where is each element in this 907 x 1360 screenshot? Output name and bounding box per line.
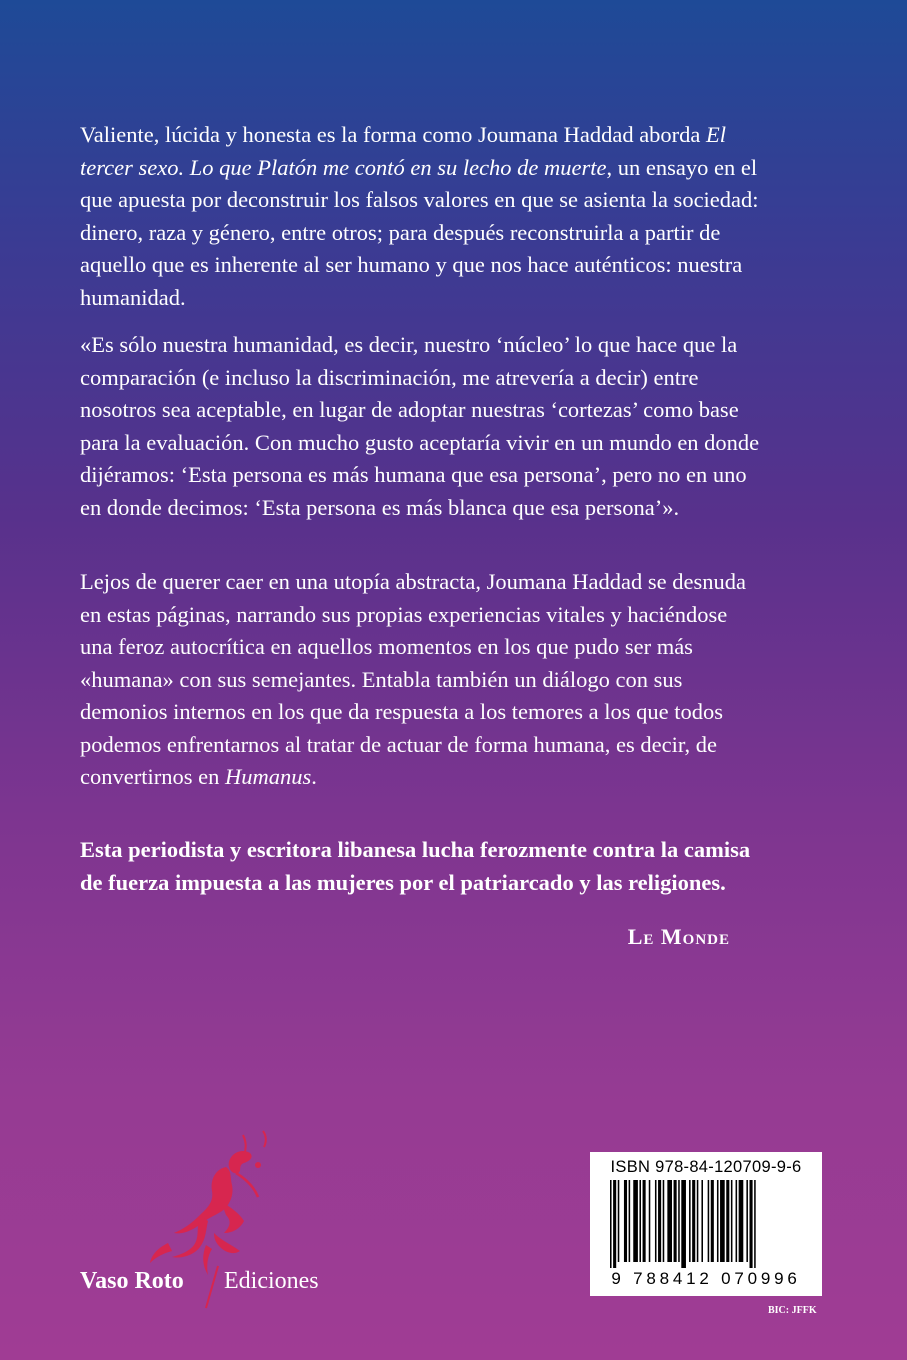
barcode-bar [731,1180,733,1262]
barcode-bar [692,1180,695,1262]
paragraph-1-text [80,119,760,314]
barcode-bar [739,1180,744,1262]
barcode-bar [726,1180,729,1262]
barcode-bar [689,1180,691,1262]
barcode-bar [667,1180,672,1262]
paragraph-3-lead: Lejos de querer caer en una utopía abstracta, Joumana Haddad se desnuda en estas páginas, narrando sus propias experiencias vitales y haciéndose una feroz autocrítica en aquellos momentos en los que pudo ser más «humana» con sus semejantes. Entabla también un diálogo con sus demonios internos en los que da respuesta a los temores a los que todos podemos enfrentarnos al tratar de actuar de forma humana, es decir, de convertirnos en [80,569,746,789]
barcode-bar [678,1180,680,1262]
barcode-bar [750,1180,753,1268]
barcode-bar [720,1180,725,1262]
barcode-bar [754,1180,756,1268]
description-paragraph-2 [80,329,760,524]
barcode-bar [633,1180,638,1262]
barcode-bar [701,1180,703,1262]
description-paragraph-1 [80,119,760,314]
barcode-bar [655,1180,657,1262]
paragraph-1-lead: Valiente, lúcida y honesta es la forma como Joumana Haddad aborda [80,122,707,147]
quote-attribution: Le Monde [627,924,730,949]
barcode-bar [708,1180,710,1262]
flying-figure-logo [140,1125,285,1280]
barcode-box [590,1152,822,1296]
barcode-bar [697,1180,699,1262]
barcode-bar [613,1180,616,1268]
paragraph-3-text [80,566,760,794]
barcode-bar [717,1180,719,1262]
barcode-bar [681,1180,686,1268]
barcode-bar [658,1180,661,1262]
press-quote [80,834,760,899]
barcode-bar [663,1180,665,1262]
barcode-bar [643,1180,646,1262]
barcode-bar [649,1180,651,1262]
publisher-slash-mark [198,1262,226,1312]
barcode-bar [618,1180,620,1262]
barcode-bar [629,1180,631,1262]
barcode-bar [746,1180,748,1262]
press-quote-text: Esta periodista y escritora libanesa lucha ferozmente contra la camisa de fuerza impuesta a las mujeres por el patriarcado y las religiones. [80,837,751,895]
book-title: El tercer sexo. Lo que Platón me contó en su lecho de muerte [80,122,727,180]
paragraph-3-italic: Humanus [224,764,312,789]
barcode-bar [736,1180,738,1262]
barcode-icon [590,1180,822,1268]
isbn-label: ISBN 978-84-120709-9-6 [610,1158,802,1176]
description-paragraph-3 [80,566,760,794]
paragraph-2-text: «Es sólo nuestra humanidad, es decir, nuestro ‘núcleo’ lo que hace que la comparación (e incluso la discriminación, me atrevería a decir) entre nosotros sea aceptable, en lugar de adoptar nuestras ‘cortezas’ como base para la evaluación. Con mucho gusto aceptaría vivir en un mundo en donde dijéramos: ‘Esta persona es más humana que esa persona’, pero no en uno en donde decimos: ‘Esta persona es más blanca que esa persona’». [80,332,760,520]
barcode-bar [639,1180,641,1262]
paragraph-3-end: . [311,764,317,789]
bic-code: BIC: JFFK [768,1305,817,1316]
barcode-bar [624,1180,627,1262]
publisher-name-bold: Vaso Roto [80,1268,184,1294]
barcode-bar [711,1180,714,1262]
barcode-digits: 9 788412 070996 [611,1269,801,1288]
barcode-bar [674,1180,677,1262]
publisher-name-regular: Ediciones [224,1268,319,1294]
paragraph-1-rest: , un ensayo en el que apuesta por deconstruir los falsos valores en que se asienta la sociedad: dinero, raza y género, entre otros; para después reconstruirla a partir de aquello que es inherente al ser humano y que nos hace auténticos: nuestra humanidad. [80,154,759,310]
barcode-bar [610,1180,612,1268]
